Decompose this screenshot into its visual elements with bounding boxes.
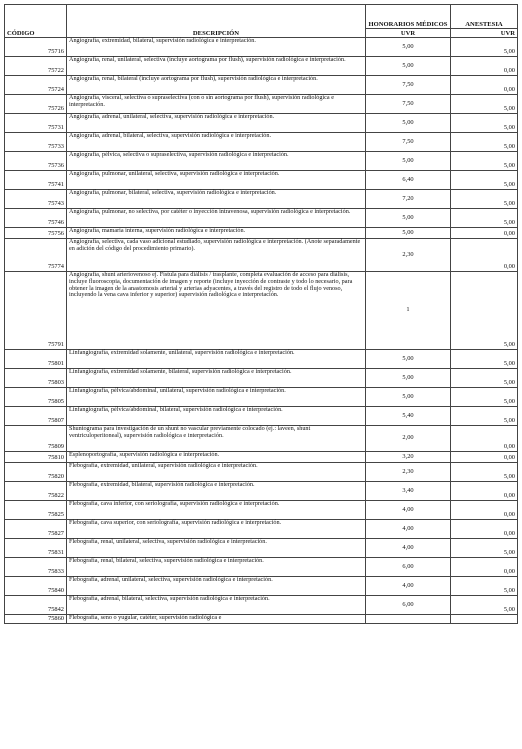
row-anestesia: 0,00 [451, 558, 518, 577]
table-row [5, 577, 518, 596]
row-honorarios: 5,40 [366, 407, 451, 426]
row-honorarios: 4,00 [366, 520, 451, 539]
table-row [5, 539, 518, 558]
row-honorarios: 6,00 [366, 558, 451, 577]
row-description: Angiografía, pulmonar, no selectiva, por catéter o inyección intravenosa, supervisión radiológica e interpretación. [67, 209, 366, 228]
row-description: Flebografía, extremidad, unilateral, supervisión radiológica e interpretación. [67, 463, 366, 482]
row-honorarios: 6,00 [366, 596, 451, 615]
row-description: Angiografía, pulmonar, bilateral, selectiva, supervisión radiológica e interpretación. [67, 190, 366, 209]
row-code: 75805 [5, 388, 67, 407]
row-anestesia: 5,00 [451, 369, 518, 388]
fee-table [4, 4, 518, 624]
row-code: 75827 [5, 520, 67, 539]
table-row [5, 350, 518, 369]
row-anestesia: 5,00 [451, 38, 518, 57]
header-anestesia-unit: UVR [451, 29, 518, 38]
row-anestesia: 5,00 [451, 596, 518, 615]
row-honorarios: 3,40 [366, 482, 451, 501]
table-row [5, 76, 518, 95]
row-anestesia: 0,00 [451, 57, 518, 76]
table-row [5, 407, 518, 426]
row-description: Linfangiografía, pélvica/abdominal, unilateral, supervisión radiológica e interpretación. [67, 388, 366, 407]
row-anestesia: 5,00 [451, 272, 518, 350]
table-row [5, 558, 518, 577]
table-row [5, 520, 518, 539]
row-anestesia: 5,00 [451, 209, 518, 228]
row-code: 75756 [5, 228, 67, 239]
row-honorarios: 5,00 [366, 57, 451, 76]
row-honorarios: 7,50 [366, 95, 451, 114]
row-code: 75724 [5, 76, 67, 95]
row-description: Linfangiografía, extremidad solamente, bilateral, supervisión radiológica e interpretación. [67, 369, 366, 388]
table-row [5, 482, 518, 501]
row-description: Esplenoportografía, supervisión radiológica e interpretación. [67, 452, 366, 463]
row-honorarios: 5,00 [366, 388, 451, 407]
row-honorarios: 5,00 [366, 228, 451, 239]
row-code: 75726 [5, 95, 67, 114]
table-row [5, 596, 518, 615]
row-honorarios: 4,00 [366, 539, 451, 558]
row-description: Linfangiografía, extremidad solamente, unilateral, supervisión radiológica e interpretación. [67, 350, 366, 369]
row-anestesia [451, 615, 518, 624]
row-anestesia: 0,00 [451, 482, 518, 501]
table-row [5, 152, 518, 171]
row-honorarios: 5,00 [366, 209, 451, 228]
header-descripcion: DESCRIPCIÓN [67, 5, 366, 38]
row-code: 75825 [5, 501, 67, 520]
row-description: Flebografía, extremidad, bilateral, supervisión radiológica e interpretación. [67, 482, 366, 501]
row-code: 75810 [5, 452, 67, 463]
row-code: 75822 [5, 482, 67, 501]
row-honorarios: 7,20 [366, 190, 451, 209]
table-row [5, 38, 518, 57]
row-code: 75807 [5, 407, 67, 426]
row-honorarios: 2,30 [366, 463, 451, 482]
row-code: 75842 [5, 596, 67, 615]
row-description: Angiografía, visceral, selectiva o supraselectiva (con o sin aortograma por flush), supervisión radiológica e interpretación. [67, 95, 366, 114]
table-row [5, 452, 518, 463]
row-code: 75746 [5, 209, 67, 228]
table-row [5, 228, 518, 239]
row-anestesia: 5,00 [451, 388, 518, 407]
row-code: 75860 [5, 615, 67, 624]
row-anestesia: 5,00 [451, 407, 518, 426]
row-anestesia: 5,00 [451, 463, 518, 482]
row-honorarios: 5,00 [366, 114, 451, 133]
row-code: 75803 [5, 369, 67, 388]
row-honorarios [366, 615, 451, 624]
row-description: Angiografía, adrenal, unilateral, selectiva, supervisión radiológica e interpretación. [67, 114, 366, 133]
row-description: Linfangiografía, pélvica/abdominal, bilateral, supervisión radiológica e interpretación. [67, 407, 366, 426]
row-code: 75722 [5, 57, 67, 76]
row-code: 75809 [5, 426, 67, 452]
table-row [5, 171, 518, 190]
table-row [5, 57, 518, 76]
row-description: Angiografía, pulmonar, unilateral, selectiva, supervisión radiológica e interpretación. [67, 171, 366, 190]
row-description: Flebografía, cava superior, con seriolografía, supervisión radiológica e interpretación. [67, 520, 366, 539]
row-honorarios: 4,00 [366, 577, 451, 596]
row-code: 75774 [5, 239, 67, 272]
row-honorarios: 4,00 [366, 501, 451, 520]
row-honorarios: 7,50 [366, 133, 451, 152]
table-row [5, 114, 518, 133]
row-anestesia: 5,00 [451, 577, 518, 596]
row-description: Flebografía, cava inferior, con seriolografía, supervisión radiológica e interpretación. [67, 501, 366, 520]
table-row [5, 190, 518, 209]
row-description: Angiografía, renal, unilateral, selectiva (incluye aortograma por flush), supervisión radiológica e interpretación. [67, 57, 366, 76]
row-description: Angiografía, renal, bilateral (incluye aortograma por flush), supervisión radiológica e interpretación. [67, 76, 366, 95]
table-row [5, 209, 518, 228]
table-row [5, 615, 518, 624]
table-row [5, 95, 518, 114]
row-description: Flebografía, renal, unilateral, selectiva, supervisión radiológica e interpretación. [67, 539, 366, 558]
row-code: 75741 [5, 171, 67, 190]
row-honorarios: 5,00 [366, 369, 451, 388]
row-honorarios: 7,50 [366, 76, 451, 95]
row-honorarios: 6,40 [366, 171, 451, 190]
row-anestesia: 5,00 [451, 171, 518, 190]
row-anestesia: 0,00 [451, 239, 518, 272]
row-code: 75840 [5, 577, 67, 596]
row-anestesia: 5,00 [451, 114, 518, 133]
row-honorarios: 5,00 [366, 350, 451, 369]
row-description: Flebografía, adrenal, unilateral, selectiva, supervisión radiológica e interpretación. [67, 577, 366, 596]
row-code: 75791 [5, 272, 67, 350]
row-anestesia: 5,00 [451, 350, 518, 369]
table-row [5, 426, 518, 452]
row-code: 75833 [5, 558, 67, 577]
row-honorarios: 2,30 [366, 239, 451, 272]
row-description: Angiografía, selectiva, cada vaso adicional estudiado, supervisión radiológica e interpretación. (Anote separadamente en adición del código del procedimiento primario). [67, 239, 366, 272]
row-description: Shuntograma para investigación de un shunt no vascular previamente colocado (ej.: laveen, shunt ventriculoperitoneal), supervisión radiológica e interpretación. [67, 426, 366, 452]
row-anestesia: 0,00 [451, 501, 518, 520]
row-anestesia: 0,00 [451, 520, 518, 539]
row-anestesia: 5,00 [451, 190, 518, 209]
row-description: Flebografía, adrenal, bilateral, selectiva, supervisión radiológica e interpretación. [67, 596, 366, 615]
row-code: 75820 [5, 463, 67, 482]
row-anestesia: 0,00 [451, 228, 518, 239]
header-honorarios-unit: UVR [366, 29, 451, 38]
row-description: Angiografía, shunt arteriovenoso ej. Fístula para diálisis / trasplante, completa evaluación de acceso para diálisis, incluye fluoroscopia, documentación de imagen y reporte (incluye inyección de contraste y todo lo necesario, para obtener la imagen de la anastomosis arterial y arterias adyacentes, a través del registro de todo el flujo venoso, incluyendo la vena cava inferior y superior) supervisión radiológica e interpretación. [67, 272, 366, 350]
row-description: Angiografía, adrenal, bilateral, selectiva, supervisión radiológica e interpretación. [67, 133, 366, 152]
row-code: 75731 [5, 114, 67, 133]
row-description: Angiografía, extremidad, bilateral, supervisión radiológica e interpretación. [67, 38, 366, 57]
row-anestesia: 0,00 [451, 426, 518, 452]
table-row [5, 133, 518, 152]
row-anestesia: 5,00 [451, 95, 518, 114]
table-row [5, 369, 518, 388]
table-row [5, 388, 518, 407]
row-description: Angiografía, mamaria interna, supervisión radiológica e interpretación. [67, 228, 366, 239]
row-honorarios: 2,00 [366, 426, 451, 452]
row-code: 75801 [5, 350, 67, 369]
row-code: 75736 [5, 152, 67, 171]
row-anestesia: 5,00 [451, 539, 518, 558]
row-honorarios: 3,20 [366, 452, 451, 463]
table-body [5, 38, 518, 624]
row-anestesia: 0,00 [451, 452, 518, 463]
header-honorarios: HONORARIOS MÉDICOS [366, 5, 451, 29]
row-description: Flebografía, renal, bilateral, selectiva, supervisión radiológica e interpretación. [67, 558, 366, 577]
row-code: 75831 [5, 539, 67, 558]
row-honorarios: 1 [366, 272, 451, 350]
table-row [5, 463, 518, 482]
row-description: Angiografía, pélvica, selectiva o supraselectiva, supervisión radiológica e interpretación. [67, 152, 366, 171]
header-anestesia: ANESTESIA [451, 5, 518, 29]
row-honorarios: 5,00 [366, 152, 451, 171]
row-anestesia: 5,00 [451, 152, 518, 171]
table-row [5, 501, 518, 520]
row-anestesia: 5,00 [451, 133, 518, 152]
row-anestesia: 0,00 [451, 76, 518, 95]
table-row [5, 239, 518, 272]
row-code: 75743 [5, 190, 67, 209]
table-row [5, 272, 518, 350]
row-honorarios: 5,00 [366, 38, 451, 57]
row-code: 75716 [5, 38, 67, 57]
row-description: Flebografía, seno o yugular, catéter, supervisión radiológica e [67, 615, 366, 624]
header-codigo: CÓDIGO [5, 5, 67, 38]
row-code: 75733 [5, 133, 67, 152]
